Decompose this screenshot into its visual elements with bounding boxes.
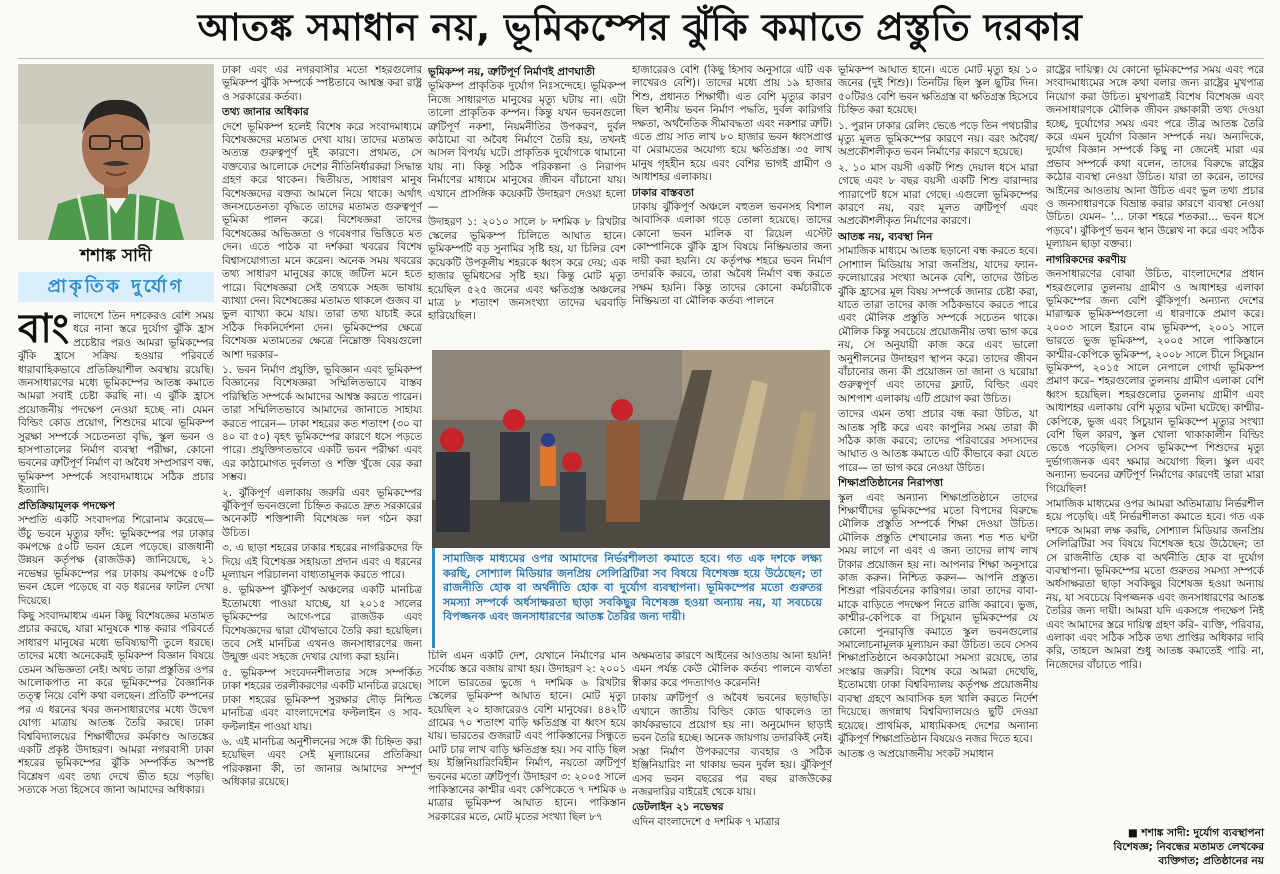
- dropcap: বাং: [18, 310, 70, 352]
- paragraph: ভূমিকম্প প্রাকৃতিক দুর্যোগ নিঃসন্দেহে। ভূমিকম্প নিজে সাধারণত মানুষের মৃত্যু ঘটায় না। এটা তালো প্রাকৃতিক কম্পন। কিন্তু যখন ভবনগুলো ত্রুটিপূর্ণ নকশা, নিয়মনীতির উপকরণ, দুর্বল কাঠামো বা অবৈধ নির্মাণে তৈরি হয়, তখনই আসল বিপর্যয় ঘটে। প্রাকৃতিক দুর্যোগকে থামানো যায় না। কিন্তু সঠিক পরিকল্পনা ও নিরাপদ নির্মাণের মাধ্যমে মানুষের জীবন বাঁচানো যায়। এখানে প্রাসঙ্গিক কয়েকটি উদাহরণ দেওয়া হলো—: [428, 80, 626, 214]
- intro-paragraph: বাংলাদেশে তিন দশকেরও বেশি সময় ধরে নানা স্তরে দুর্যোগ ঝুঁকি হ্রাস প্রচেষ্টার পরও আমরা ভূমিকম্পের ঝুঁকি হ্রাসে সক্রিয় হওয়ার পরিবর্তে ধারাবাহিকভাবে প্রতিক্রিয়াশীল অবস্থায় রয়েছি। জনসাধারণের মধ্যে ভূমিকম্পের আতঙ্ক কমাতে আমরা সবাই চেষ্টা করছি না। এ ঝুঁকি হ্রাসে প্রয়োজনীয় পদক্ষেপ নেওয়া হচ্ছে না। যেমন বিল্ডিং কোড প্রয়োগ, শিশুদের মাঝে ভূমিকম্প সুরক্ষা সম্পর্কে সচেতনতা বৃদ্ধি, স্কুল ভবন ও হাসপাতালের নির্মাণ ব্যবস্থা পরীক্ষা, কোনো ভবনের ত্রুটিপূর্ণ নির্মাণ বা অবৈধ সম্প্রসারণ বন্ধ, ভূমিকম্প সম্পর্কে সংবাদমাধ্যমে সঠিক প্রচার ইত্যাদি।: [18, 310, 214, 497]
- section-tag: প্রাকৃতিক দুর্যোগ: [18, 272, 214, 302]
- credit-line: ■ শশাঙ্ক সাদী: দুর্যোগ ব্যবস্থাপনা: [1127, 827, 1264, 839]
- subheading: প্রতিক্রিয়ামূলক পদক্ষেপ: [18, 499, 115, 512]
- paragraph: ৩. এ ছাড়া শহরের ঢাকার শহরের নাগরিকদের ফি দিয়ে এই বিশেষজ্ঞ সহায়তা প্রদান এবং এ ধরনের মূল্যায়ন পরিচালনা বাধ্যতামূলক করতে পারে।: [222, 542, 422, 582]
- paragraph: ১. ভবন নির্মাণ প্রযুক্তি, ভূবিজ্ঞান এবং ভূমিকম্প বিজ্ঞানের বিশেষজ্ঞরা সম্মিলিতভাবে বাস্তব পরিস্থিতি সম্পর্কে আমাদের আশ্বস্ত করতে পারেন। তারা সম্মিলিতভাবে আমাদের জানাতে সাহায্য করতে পারেন— ঢাকা শহরের কত শতাংশ (৩০ বা ৪০ বা ৫০) বৃহৎ ভূমিকম্পের কারণে ধসে পড়তে পারে। প্রযুক্তিগতভাবে একটি ভবন পরীক্ষা এবং এর কাঠামোগত দুর্বলতা ও শক্তি খুঁজে বের করা সম্ভব।: [222, 363, 422, 484]
- headline: আতঙ্ক সমাধান নয়, ভূমিকম্পের ঝুঁকি কমাতে প্রস্তুতি দরকার: [197, 6, 1083, 49]
- paragraph: ২. ঝুঁকিপূর্ণ এলাকায় জরুরি এবং ভূমিকম্পের ঝুঁকিপূর্ণ ভবনগুলো চিহ্নিত করতে দ্রুত সরকারের অনেকটি শক্তিশালী বিশেষজ্ঞ দল গঠন করা উচিত।: [222, 486, 422, 539]
- paragraph: তাদের এমন তথ্য প্রচার বন্ধ করা উচিত, যা আতঙ্ক সৃষ্টি করে এবং কাপুনির সময় তারা কী সঠিক কাজ করবে; তাদের পরিবারের সদস্যদের আঘাত ও আতঙ্ক কমাতে এটি কীভাবে করা যেতে পারে— তা ভাগ করে নেওয়া উচিত।: [838, 408, 1038, 474]
- paragraph: ২. ১০ মাস বয়সী একটি শিশু দেয়াল ধসে মারা গেছে এবং ৮ বছর বয়সী একটি শিশু বারান্দার প্যারাপেট ধসে মারা গেছে। এগুলো ভূমিকম্পের কারণে নয়, বরং মূলত ত্রুটিপূর্ণ এবং অপ্রকৌশলীকৃত নির্মাণের কারণে।: [838, 161, 1038, 228]
- subheading: নাগরিকদের করণীয়: [1046, 253, 1127, 266]
- subheading: ঢাকার বাস্তবতা: [632, 186, 695, 199]
- pull-quote: সামাজিক মাধ্যমের ওপর আমাদের নির্ভরশীলতা কমাতে হবে। গত এক দশকে লক্ষ্য করছি, সোশ্যাল মিডিয়ার জনপ্রিয় সেলিব্রিটিরা সব বিষয়ে বিশেষজ্ঞ হয়ে উঠেছেন; তা রাজনীতি হোক বা অর্থনীতি হোক বা দুর্যোগ ব্যবস্থাপনা। ভূমিকম্পের মতো গুরুতর সমস্যা সম্পর্কে অর্ধসাক্ষরতা ছাড়া সবকিছুর বিশেষজ্ঞ হওয়া অন্যায় নয়, যা সবচেয়ে বিপজ্জনক এবং জনসাধারণের আতঙ্ক তৈরির জন্য দায়ী।: [432, 548, 830, 648]
- subheading: ডেটলাইন ২১ নভেম্বর: [632, 801, 724, 814]
- rescue-scene-photo: [432, 350, 830, 548]
- subheading: তথ্য জানার অধিকার: [222, 106, 309, 119]
- paragraph: অক্ষমতার কারণে আইনের আওতায় আনা হয়নি! এমন পর্যন্ত কেউ মৌলিক কর্তব্য পালনে ব্যর্থতা স্বীকার করে পদত্যাগও করেননি!: [632, 650, 832, 689]
- author-photo: [18, 64, 214, 240]
- column-3-continued: [428, 650, 626, 874]
- credit-line: বিশেষজ্ঞ; নিবন্ধের মতামত লেখকের: [1113, 841, 1264, 853]
- column-2: [222, 64, 422, 872]
- subheading: ভূমিকম্প নয়, ত্রুটিপূর্ণ নির্মাণই প্রাণঘাতী: [428, 66, 595, 78]
- paragraph: এদিন বাংলাদেশে ৫ দশমিক ৭ মাত্রার: [632, 815, 780, 828]
- paragraph: ৪. ভূমিকম্প ঝুঁকিপূর্ণ অঞ্চলের একটি মানচিত্র ইতোমধ্যে পাওয়া যাচ্ছে, যা ২০১৫ সালের ভূমিকম্পের আগে-পরে রাজউক এবং বিশেষজ্ঞদের দ্বারা যৌথভাবে তৈরি করা হয়েছিল। তবে সেই মানচিত্র এখনও জনসাধারণের জন্য উন্মুক্ত এবং সহজে দেখার যোগ্য করা হয়নি।: [222, 584, 422, 664]
- paragraph: কিছু সংবাদমাধ্যম এমন কিছু বিশেষজ্ঞের মতামত প্রচার করছে, যারা মানুষকে শান্ত করার পরিবর্তে সাধারণ মানুষের মধ্যে ভবিষ্যদ্বাণী তুলে ধরছে। তাদের মধ্যে অনেকেরই ভূমিকম্প বিজ্ঞান বিষয়ে তেমন অভিজ্ঞতা নেই। অথচ তারা প্রস্তুতির ওপর আলোকপাত না করে ভূমিকম্পের বৈজ্ঞানিক তত্ত্ব নিয়ে বেশি কথা বলছেন। প্রতিটি কম্পনের পর এ ধরনের খবর জনসাধারণের মধ্যে উদ্বেগ যোগ্য মাত্রায় আতঙ্ক তৈরি করছে। ঢাকা বিশ্ববিদ্যালয়ের শিক্ষার্থীদের কর্মকাণ্ড আতঙ্কের একটি প্রকৃষ্ট উদাহরণ। আমরা নগরবাসী ঢাকা শহরের ভূমিকম্পের ঝুঁকি সম্পর্কিত অস্পষ্ট বিশ্লেষণ এবং তথ্য দেখে ভীত হয়ে পড়ছি। সত্যকে সত্য হিসেবে জানা আমাদের অধিকার।: [18, 609, 214, 797]
- paragraph: ১. পুরান ঢাকার রেলিং ভেঙে পড়ে তিন পথচারীর মৃত্যু মূলত ভূমিকম্পের কারণে নয়। বরং অবৈধ/অপ্রকৌশলীকৃত ভবন নির্মাণের কারণে হয়েছে।: [838, 119, 1038, 159]
- paragraph: জনসাধারণের বোঝা উচিত, বাংলাদেশের প্রধান শহরগুলোর তুলনায় গ্রামীণ ও আধাশহর এলাকা ভূমিকম্পের জন্য বেশি ঝুঁকিপূর্ণ। অন্যান্য দেশের মারাত্মক ভূমিকম্পগুলো এ ধারণাকে প্রমাণ করে। ২০০৩ সালে ইরানে বাম ভূমিকম্প, ২০০১ সালে ভারতে ভুজ ভূমিকম্প, ২০০৫ সালে পাকিস্তানে কাশ্মীর-কেপিকে ভূমিকম্প, ২০০৮ সালে চীনে সিচুয়ান ভূমিকম্প, ২০১৫ সালে নেপালে গোর্খা ভূমিকম্প প্রমাণ করে– শহরগুলোর তুলনায় গ্রামীণ এলাকা বেশি ধ্বংস হয়েছিল। শহরগুলোর তুলনায় গ্রামীণ এবং আধাশহর এলাকায় বেশি মৃত্যুর ঘটনা ঘটেছে। কাশ্মীর-কেপিকে, ভুজ এবং সিচুয়ান ভূমিকম্পে মৃত্যুর সংখ্যা বেশি ছিল কারণ, স্কুল খোলা থাকাকালীন বিল্ডিং ভেঙে পড়েছিল। সেসব ভূমিকম্পে শিশুদের মৃত্যু দুর্ভাগ্যজনক এবং ক্ষমার অযোগ্য ছিল। স্কুল এবং অন্যান্য ভবনের ত্রুটিপূর্ণ নির্মাণের কারণেই তারা মারা গিয়েছিল!: [1046, 268, 1264, 495]
- column-4: [632, 64, 832, 346]
- paragraph: ৬. এই মানচিত্র অনুশীলনের সঙ্গে কী চিহ্নিত করা হয়েছিল এবং সেই মূল্যায়নের প্রতিক্রিয়া পরিকল্পনা কী, তা জানার আমাদের সম্পূর্ণ অধিকার রয়েছে।: [222, 735, 422, 789]
- paragraph: ভূমিকম্প আঘাত হানে। এতে মোট মৃত্যু হয় ১০ জনের (দুই শিশু)। তিনটির ছিল স্কুল ছুটির দিন। ৫০টিরও বেশি ভবন ক্ষতিগ্রস্ত বা ক্ষতিগ্রস্ত হিসেবে চিহ্নিত করা হয়েছে।: [838, 64, 1038, 117]
- paragraph: হাজারেরও বেশি (কিছু হিসাব অনুসারে এটি এক লাখেরও বেশি)। তাদের মধ্যে প্রায় ১৯ হাজার শিশু, প্রধানত শিক্ষার্থী। এত বেশি মৃত্যুর কারণ ছিল স্থানীয় ভবন নির্মাণ পদ্ধতি, দুর্বল কারিগরি দক্ষতা, অর্থনৈতিক সীমাবদ্ধতা এবং নকশার ত্রুটি। এতে প্রায় সাত লাখ ৮০ হাজার ভবন ধ্বংসপ্রাপ্ত বা মেরামতের অযোগ্য হয়ে ক্ষতিগ্রস্ত। ৩৫ লাখ মানুষ গৃহহীন হয়ে এবং বেশির ভাগই গ্রামীণ ও আধাশহর এলাকায়।: [632, 64, 832, 184]
- column-6: [1046, 64, 1264, 822]
- subheading: শিক্ষাপ্রতিষ্ঠানের নিরাপত্তা: [838, 477, 944, 490]
- paragraph: রাষ্ট্রের দায়িত্ব। যে কোনো ভূমিকম্পের সময় এবং পরে সংবাদমাধ্যমের সঙ্গে কথা বলার জন্য রাষ্ট্রের মুখপাত্র নিয়োগ করা উচিত। মুখপাত্রই বিশেষ বিশেষজ্ঞ এবং জনসাধারণকে মৌলিক জীবন রক্ষাকারী তথ্য দেওয়া হচ্ছে, দুর্যোগের সময় এবং পরে তীব্র আতঙ্ক তৈরি করে এমন দুর্যোগ বিজ্ঞান সম্পর্কে নয়। অন্যদিকে, দুর্যোগ বিজ্ঞান সম্পর্কে কিছু না জেনেই মারা এর প্রভাব সম্পর্কে কথা বলেন, তাদের বিরুদ্ধে রাষ্ট্রের কঠোর ব্যবস্থা নেওয়া উচিত। যারা তা করেন, তাদের আইনের আওতায় আনা উচিত এবং ভুল তথ্য প্রচার ও জনসাধারণকে বিভ্রান্ত করার কারণে ব্যবস্থা নেওয়া উচিত। যেমন– '... ঢাকা শহরে শতকরা... ভবন ধসে পড়বে'। ঝুঁকিপূর্ণ ভবন স্থান উল্লেখ না করে এবং সঠিক মূল্যায়ন ছাড়া বক্তব্য।: [1046, 64, 1264, 251]
- paragraph: ঢাকা এবং এর নগরবাসীর মতো শহরগুলোর ভূমিকম্প ঝুঁকি সম্পর্কে স্পষ্টতাবে আশ্বস্ত করা রাষ্ট্র ও সরকারের কর্তব্য।: [222, 64, 422, 103]
- column-1: [18, 310, 214, 872]
- paragraph: সম্প্রতি একটি সংবাদপত্র শিরোনাম করেছে— উঁচু ভবনে মৃত্যুর ফাঁদ: ভূমিকম্পের পর ঢাকার কমপক্ষে ৫০টি ভবন হেলে পড়েছে। রাজধানী উন্নয়ন কর্তৃপক্ষ (রাজউক) জানিয়েছে, ২১ নভেম্বর ভূমিকম্পের পর ঢাকায় কমপক্ষে ৫০টি ভবন হেলে পড়েছে বা বড় ধরনের ফাটল দেখা দিয়েছে।: [18, 514, 214, 607]
- column-3: [428, 64, 626, 346]
- paragraph: সামাজিক মাধ্যমের ওপর আমরা অতিমাত্রায় নির্ভরশীল হয়ে পড়েছি। এই নির্ভরশীলতা কমাতে হবে। গত এক দশকে আমরা লক্ষ করছি, সোশ্যাল মিডিয়ার জনপ্রিয় সেলিব্রিটিরা সব বিষয়ে বিশেষজ্ঞ হয়ে উঠেছেন; তা সে রাজনীতি হোক বা অর্থনীতি হোক বা দুর্যোগ ব্যবস্থাপনা। ভূমিকম্পের মতো গুরুতর সমস্যা সম্পর্কে অর্ধসাক্ষরতা ছাড়া সবকিছুর বিশেষজ্ঞ হওয়া অন্যায় নয়, যা সবচেয়ে বিপজ্জনক এবং জনসাধারণের আতঙ্ক তৈরির জন্য দায়ী। আমরা যদি একসঙ্গে পদক্ষেপ নিই এবং আমাদের স্তরে দায়িত্ব গ্রহণ করি– ব্যক্তি, পরিবার, এলাকা এবং সঠিক সঠিক তথ্য প্রাপ্তির অধিকার দাবি করি, তাহলে আমরা শুধু আতঙ্ক কমাতেই পারি না, নিজেদের বাঁচাতে পারি।: [1046, 498, 1264, 671]
- rescue-scene-illustration: [432, 350, 830, 548]
- column-5: [838, 64, 1038, 872]
- author-portrait-illustration: [18, 64, 214, 240]
- column-4-continued: [632, 650, 832, 874]
- paragraph: ঢাকায় ঝুঁকিপূর্ণ অঞ্চলে বহুতল ভবনসহ বিশাল আবাসিক এলাকা গড়ে তোলা হয়েছে। তাদের কোনো ভবন মালিক বা রিয়েল এস্টেট কোম্পানিকে ঝুঁকি হ্রাস বিষয়ে নিষ্ক্রিয়তার জন্য দায়ী করা হয়নি। যে কর্তৃপক্ষ শহরে ভবন নির্মাণ তদারকি করবে, তারা অবৈধ নির্মাণ বন্ধ করতে সক্ষম হয়নি। কিন্তু তাদের কোনো কর্মচারীকে নিষ্ক্রিয়তা বা মৌলিক কর্তব্য পালনে: [632, 201, 832, 307]
- paragraph: ৫. ভূমিকম্প সংবেদনশীলতার সঙ্গে সম্পর্কিত ঢাকা শহরের তরলীকরণের একটি মানচিত্র রয়েছে। ঢাকা শহরের ভূমিকম্প সুরক্ষার দৌড় নিশ্চিত মানচিত্র এবং বাংলাদেশের ফল্টলাইন ও সাব-ফল্টলাইন পাওয়া যায়।: [222, 666, 422, 733]
- credit-line: ব্যক্তিগত; প্রতিষ্ঠানের নয়: [1158, 855, 1264, 867]
- headline-rule: [18, 58, 1264, 59]
- paragraph: উদাহরণ ১: ২০১০ সালে ৮ দশমিক ৮ রিখটার স্কেলের ভূমিকম্প চিলিতে আঘাত হানে। ভূমিকম্পটি বড় সুনামির সৃষ্টি হয়, যা চিলির বেশ কয়েকটি উপকূলীয় শহরকে ধ্বংস করে দেয়; এক হাজার ভূমিধসের সৃষ্টি হয়। কিন্তু মোট মৃত্যু হয়েছিল ৫২৫ জনের এবং ক্ষতিগ্রস্ত অঞ্চলের মাত্র ৮ শতাংশ জনসংখ্যা তাদের ঘরবাড়ি হারিয়েছিল।: [428, 216, 626, 323]
- paragraph: আতঙ্ক ও অপ্রয়োজনীয় সংকট সমাধান: [838, 748, 994, 761]
- paragraph: স্কুল এবং অন্যান্য শিক্ষাপ্রতিষ্ঠানে তাদের শিক্ষার্থীদের ভূমিকম্পের মতো বিপদের বিরুদ্ধে মৌলিক প্রস্তুতি সম্পর্কে শিক্ষা দেওয়া উচিত। মৌলিক প্রস্তুতি শেখানোর জন্য শত শত ঘণ্টা সময় লাগে না এবং এ জন্য তাদের লাখ লাখ টাকার প্রয়োজন হয় না। আপনার শিক্ষা অনুসারে কাজ করুন। নিশ্চিত করুন— আপনি প্রস্তুত। শিশুরা পরিবর্তনের কারিগর। তারা তাদের বাবা-মাকে বাড়িতে পদক্ষেপ নিতে রাজি করাবে। ভুজ, কাশ্মীর-কেপিকে বা সিচুয়ান ভূমিকম্পের যে কোনো পুনরাবৃত্তি কমাতে স্কুল ভবনগুলোর সমালোচনামূলক মূল্যায়ন করা উচিত। তবে সেসব শিক্ষাপ্রতিষ্ঠানে অবকাঠামো সমস্যা রয়েছে, তার সংস্কার জরুরি। বিশেষ করে আমরা দেখেছি, ইতোমধ্যে ঢাকা বিশ্ববিদ্যালয় কর্তৃপক্ষ প্রয়োজনীয় ব্যবস্থা গ্রহণে আবাসিক হল খালি করতে নির্দেশ দিয়েছে। জগন্নাথ বিশ্ববিদ্যালয়েও ছুটি দেওয়া হয়েছে। প্রাথমিক, মাধ্যমিকসহ দেশের অন্যান্য ঝুঁকিপূর্ণ শিক্ষাপ্রতিষ্ঠান বিষয়েও নজর দিতে হবে।: [838, 491, 1038, 745]
- paragraph: ঢাকায় ত্রুটিপূর্ণ ও অবৈধ ভবনের ছড়াছড়ি। এখানে জাতীয় বিল্ডিং কোড থাকলেও তা কার্যকরভাবে প্রয়োগ হয় না। অনুমোদন ছাড়াই ভবন তৈরি হচ্ছে। অনেক জায়গায় তদারকিই নেই। সস্তা নির্মাণ উপকরণের ব্যবহার ও সঠিক ইঞ্জিনিয়ারিং না থাকায় ভবন দুর্বল হয়। ঝুঁকিপূর্ণ এসব ভবন বছরের পর বছর রাজউকের নজরদারির বাইরেই থেকে যায়।: [632, 692, 832, 799]
- paragraph: চিলি এমন একটি দেশ, যেখানে নির্মাণের মান সর্বোচ্চ স্তরে বজায় রাখা হয়। উদাহরণ ২: ২০০১ সালে ভারতের ভুজে ৭ দশমিক ৬ রিখটার স্কেলের ভূমিকম্প আঘাত হানে। মোট মৃত্যু হয়েছিল ২০ হাজারেরও বেশি মানুষের। ৪৪২টি গ্রামের ৭০ শতাংশ বাড়ি ক্ষতিগ্রস্ত বা ধ্বংস হয়ে যায়। ভারতের গুজরাট এবং পাকিস্তানের সিন্ধুতে মোট চার লাখ বাড়ি ক্ষতিগ্রস্ত হয়। সব বাড়ি ছিল হয় ইঞ্জিনিয়ারিংবিহীন নির্মাণ, নয়তো ত্রুটিপূর্ণ ভবনের মতো ত্রুটিপূর্ণ। উদাহরণ ৩: ২০০৫ সালে পাকিস্তানের কাশ্মীর এবং কেপিকেতে ৭ দশমিক ৬ মাত্রার ভূমিকম্প আঘাত হানে। পাকিস্তান সরকারের মতে, মোট মৃতের সংখ্যা ছিল ৮৭: [428, 650, 626, 823]
- subheading: আতঙ্ক নয়, ব্যবস্থা নিন: [838, 230, 933, 243]
- paragraph: দেশে ভূমিকম্প হলেই বিশেষ করে সংবাদমাধ্যমে বিশেষজ্ঞদের মতামত দেখা যায়। তাদের মতামত অত্যন্ত গুরুত্বপূর্ণ দুই কারণে। প্রথমত, সে বক্তব্যের আলোকে দেশের নীতিনির্ধারকরা সিদ্ধান্ত গ্রহণ করে থাকেন। দ্বিতীয়ত, সাধারণ মানুষ বিশেষজ্ঞদের বক্তব্য আমলে নিয়ে থাকে। অর্থাৎ জনসচেতনতা বৃদ্ধিতে তাদের মতামত গুরুত্বপূর্ণ ভূমিকা পালন করে। বিশেষজ্ঞরা তাদের বিশেষজ্ঞের অভিজ্ঞতা ও গবেষণার ভিত্তিতে মত দেন। এতে পাঠক বা দর্শকরা খবরের বিশেষ বিশ্বাসযোগ্যতা মনে করেন। অনেক সময় খবরের তথ্য সাধারণ মানুষের কাছে জটিল মনে হতে পারে। বিশেষজ্ঞরা সেই তথ্যকে সহজ ভাষায় ব্যাখ্যা দেন। বিশেষজ্ঞের মতামত থাকলে গুজব বা ভুল ব্যাখ্যা কমে যায়। তারা তথ্য যাচাই করে সঠিক দিকনির্দেশনা দেন। ভূমিকম্পের ক্ষেত্রে বিশেষজ্ঞ মতামতের ক্ষেত্রে নিম্নোক্ত বিষয়গুলো আশা দরকার–: [222, 120, 422, 361]
- author-byline: শশাঙ্ক সাদী: [80, 246, 152, 266]
- paragraph: সামাজিক মাধ্যমে আতঙ্ক ছড়ানো বন্ধ করতে হবে। সোশ্যাল মিডিয়ায় সারা জনপ্রিয়, যাদের ফ্যান-ফলোয়ারের সংখ্যা অনেক বেশি, তাদের উচিত ঝুঁকি হ্রাসের মূল বিষয় সম্পর্কে জানার চেষ্টা করা, যাতে তারা তাদের কাজ সঠিকভাবে করতে পারে এবং মৌলিক প্রস্তুতি সম্পর্কে সচেতন থাকে। মৌলিক কিন্তু সবচেয়ে প্রয়োজনীয় তথ্য ভাগ করে নয়, সে অনুযায়ী কাজ করে এবং ভালো অনুশীলনের উদাহরণ স্থাপন করে। তাদের জীবন বাঁচানোর জন্য কী প্রয়োজন তা জানা ও ঘরোয়া গুরুত্বপূর্ণ এবং তাদের ফ্ল্যাট, বিল্ডিং এবং আশপাশ এলাকায় এটি প্রয়োগ করা উচিত।: [838, 245, 1038, 405]
- author-credit: [1046, 826, 1264, 870]
